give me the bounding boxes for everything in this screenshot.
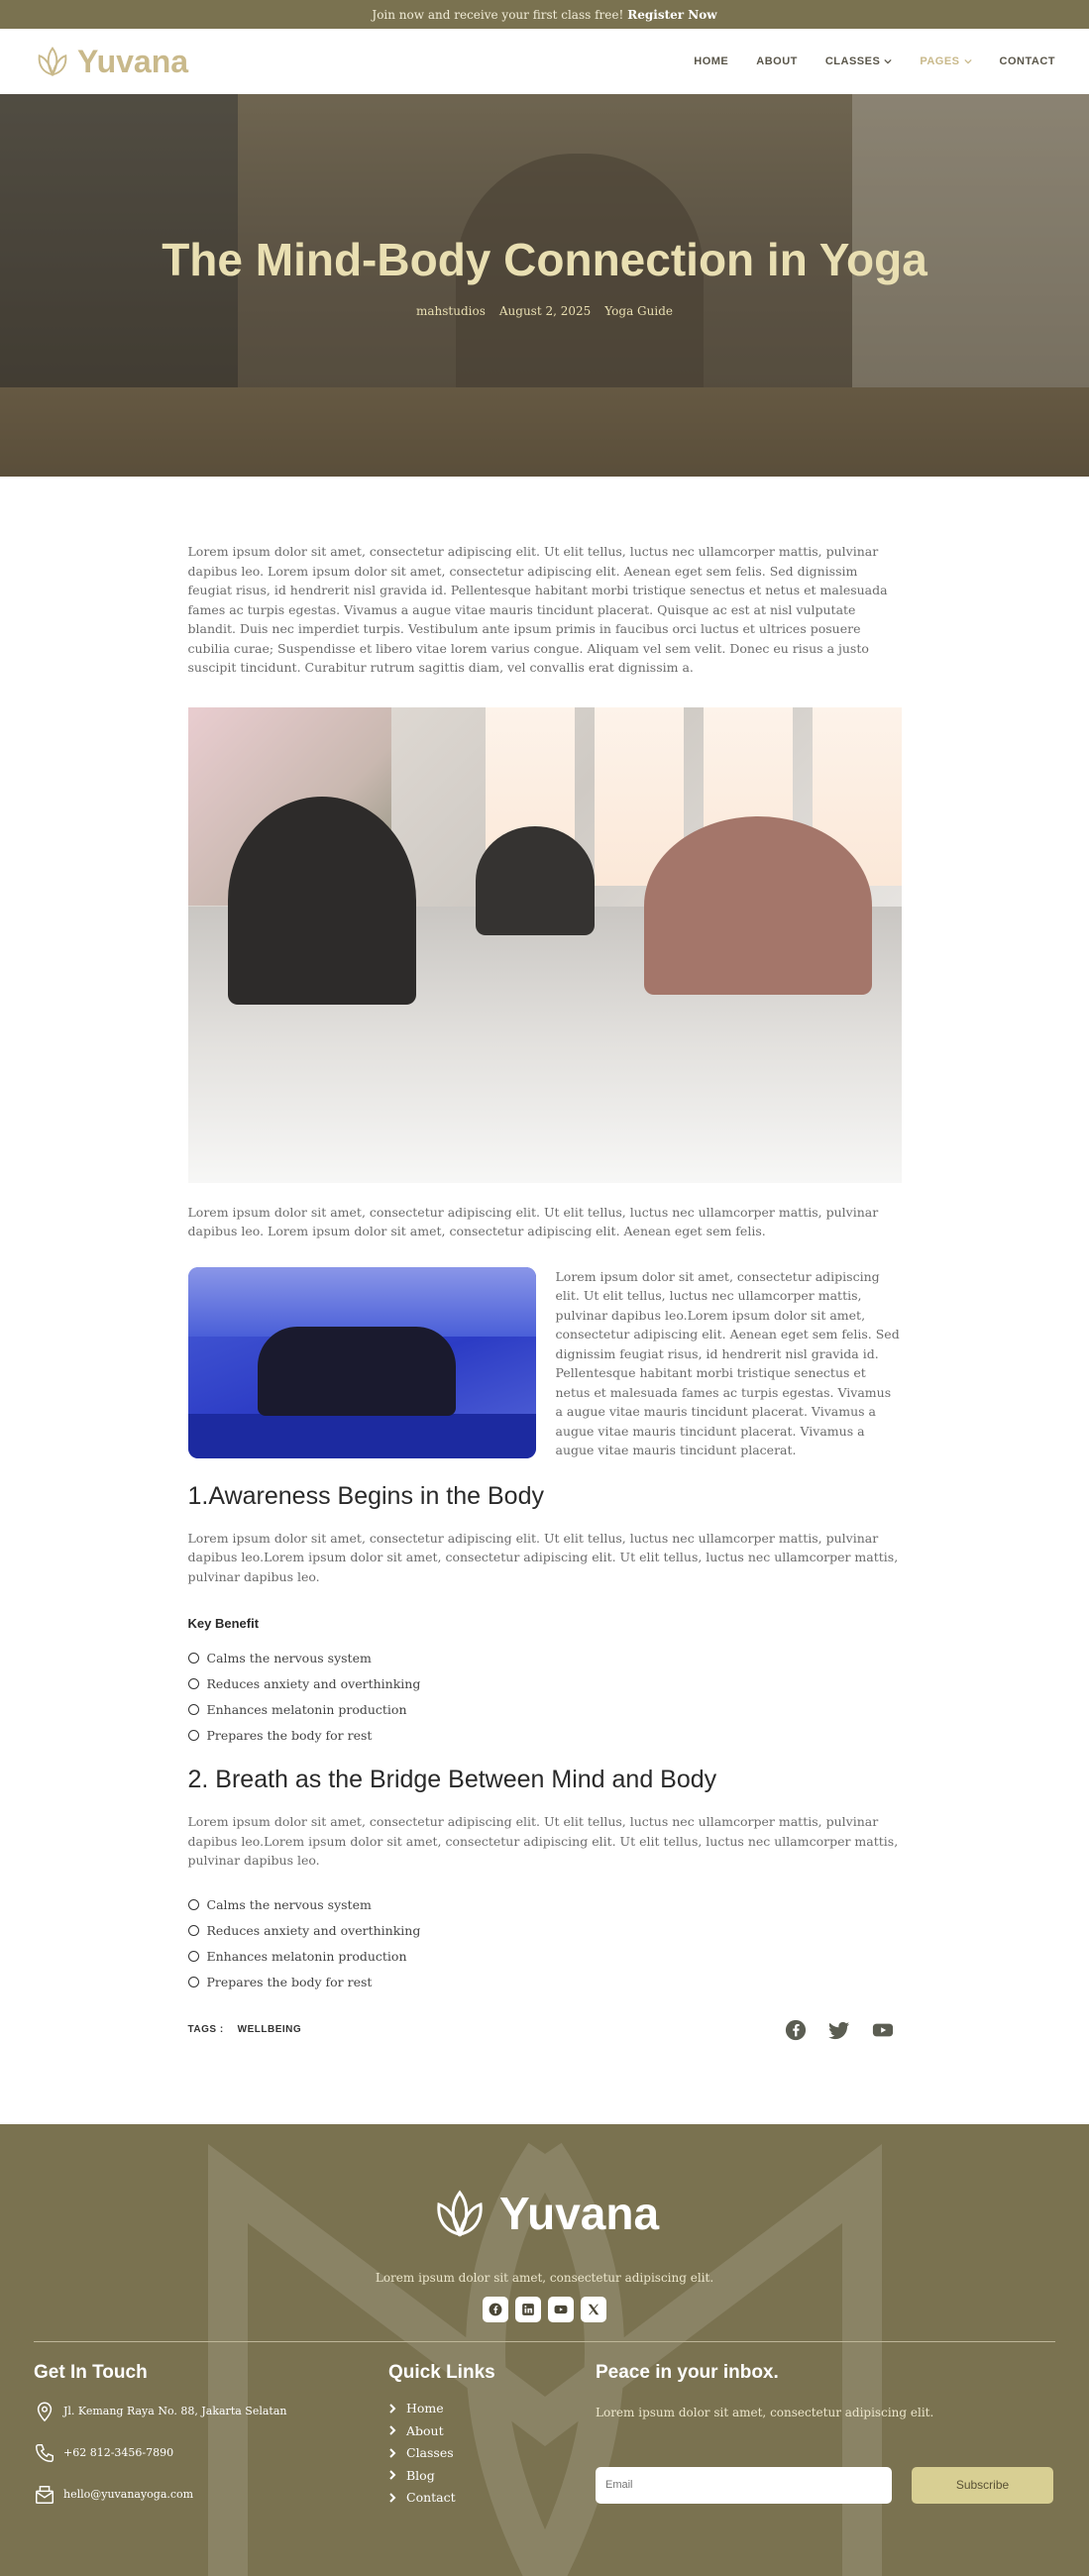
image-person bbox=[644, 816, 872, 995]
circle-bullet-icon bbox=[188, 1899, 199, 1910]
section-2-heading: 2. Breath as the Bridge Between Mind and Body bbox=[187, 1766, 717, 1793]
section-2-list bbox=[188, 1892, 902, 1995]
circle-bullet-icon bbox=[188, 1951, 199, 1962]
tag-wellbeing[interactable]: WELLBEING bbox=[237, 2024, 302, 2035]
footer-tagline: Lorem ipsum dolor sit amet, consectetur adipiscing elit. bbox=[375, 2270, 714, 2285]
quick-links-heading: Quick Links bbox=[388, 2361, 495, 2383]
quick-link-about[interactable] bbox=[388, 2419, 547, 2442]
contact-address-text: Jl. Kemang Raya No. 88, Jakarta Selatan bbox=[63, 2405, 287, 2417]
list-item bbox=[188, 1670, 902, 1696]
facebook-icon bbox=[489, 2303, 502, 2316]
nav-about[interactable]: ABOUT bbox=[756, 55, 798, 67]
yoga-class-image bbox=[188, 707, 902, 1183]
quick-link-blog[interactable] bbox=[388, 2464, 547, 2487]
quick-link-label: Classes bbox=[406, 2445, 454, 2461]
image-person bbox=[476, 826, 595, 935]
footer-contact-column bbox=[34, 2362, 361, 2505]
circle-bullet-icon bbox=[188, 1730, 199, 1741]
list-item-text: Reduces anxiety and overthinking bbox=[206, 1675, 421, 1691]
nav-contact[interactable]: CONTACT bbox=[999, 55, 1055, 67]
announcement-bar bbox=[0, 0, 1089, 29]
post-meta bbox=[0, 304, 1089, 318]
article-body bbox=[188, 477, 902, 2045]
contact-phone-text[interactable]: +62 812-3456-7890 bbox=[63, 2446, 174, 2459]
footer-facebook-button[interactable] bbox=[483, 2297, 508, 2322]
hero-banner bbox=[0, 94, 1089, 477]
list-item bbox=[188, 1918, 902, 1944]
nav-classes-label: CLASSES bbox=[824, 55, 881, 67]
list-item-text: Enhances melatonin production bbox=[206, 1949, 407, 1964]
newsletter-text: Lorem ipsum dolor sit amet, consectetur adipiscing elit. bbox=[596, 2405, 934, 2419]
newsletter-email-input[interactable] bbox=[596, 2467, 892, 2504]
section-1-heading: 1.Awareness Begins in the Body bbox=[187, 1481, 544, 1510]
footer-divider bbox=[34, 2341, 1055, 2342]
quick-link-label: Blog bbox=[406, 2467, 435, 2483]
plank-class-image bbox=[188, 1267, 536, 1458]
site-header bbox=[0, 29, 1089, 94]
subscribe-button[interactable]: Subscribe bbox=[912, 2467, 1053, 2504]
list-item bbox=[188, 1645, 902, 1670]
chevron-down-icon bbox=[884, 57, 892, 65]
contact-heading: Get In Touch bbox=[34, 2361, 148, 2383]
footer-newsletter bbox=[596, 2362, 1055, 2521]
youtube-icon bbox=[554, 2303, 568, 2316]
footer-youtube-button[interactable] bbox=[548, 2297, 574, 2322]
quick-link-home[interactable] bbox=[388, 2398, 547, 2420]
register-now-link[interactable]: Register Now bbox=[627, 7, 717, 22]
main-nav bbox=[694, 55, 1055, 67]
post-category[interactable]: Yoga Guide bbox=[604, 304, 673, 318]
quick-link-classes[interactable] bbox=[388, 2442, 547, 2465]
image-person bbox=[258, 1327, 456, 1416]
lotus-logo-icon bbox=[430, 2184, 490, 2243]
post-title: The Mind-Body Connection in Yoga bbox=[162, 234, 927, 285]
media-text-block bbox=[188, 1267, 902, 1460]
nav-classes[interactable] bbox=[825, 55, 892, 67]
image-caption-paragraph: Lorem ipsum dolor sit amet, consectetur adipiscing elit. Ut elit tellus, luctus nec ullamcorper mattis, pulvinar dapibus leo. Lorem ipsum dolor sit amet, consectetur adipiscing elit. Aenean eget sem felis. bbox=[187, 1204, 879, 1238]
circle-bullet-icon bbox=[188, 1977, 199, 1987]
side-paragraph: Lorem ipsum dolor sit amet, consectetur adipiscing elit. Ut elit tellus, luctus nec ullamcorper mattis, pulvinar dapibus leo.Lorem ipsum dolor sit amet, consectetur adipiscing elit. Aenean eget sem felis. Sed dignissim feugiat risus, id hendrerit nisl gravida id. Pellentesque habitant morbi tristique senectus et netus et malesuada fames ac turpis egestas. Vivamus a augue vitae mauris tincidunt placerat. Vivamus a augue vitae mauris tincidunt placerat. Vivamus a augue vitae mauris tincidunt placerat. bbox=[555, 1268, 900, 1457]
key-benefit-heading: Key Benefit bbox=[187, 1616, 260, 1631]
chevron-right-icon bbox=[388, 2470, 396, 2480]
lotus-logo-icon bbox=[34, 43, 71, 80]
quick-link-contact[interactable] bbox=[388, 2487, 547, 2510]
nav-home[interactable]: HOME bbox=[694, 55, 729, 67]
post-date[interactable]: August 2, 2025 bbox=[498, 304, 592, 318]
contact-address bbox=[34, 2402, 361, 2421]
list-item bbox=[188, 1722, 902, 1748]
image-floor bbox=[188, 1414, 536, 1458]
chevron-right-icon bbox=[388, 2404, 396, 2414]
footer-logo[interactable] bbox=[0, 2184, 1089, 2243]
circle-bullet-icon bbox=[188, 1704, 199, 1715]
list-item bbox=[188, 1970, 902, 1995]
nav-pages-label: PAGES bbox=[920, 55, 960, 67]
footer-social-icons bbox=[0, 2297, 1089, 2322]
quick-links-list bbox=[388, 2398, 547, 2510]
circle-bullet-icon bbox=[188, 1925, 199, 1936]
post-tags-bar bbox=[188, 2015, 902, 2045]
chevron-right-icon bbox=[388, 2425, 396, 2435]
list-item-text: Prepares the body for rest bbox=[206, 1727, 373, 1743]
contact-phone bbox=[34, 2443, 361, 2463]
circle-bullet-icon bbox=[188, 1653, 199, 1664]
nav-pages[interactable] bbox=[920, 55, 971, 67]
contact-email-text[interactable]: hello@yuvanayoga.com bbox=[63, 2488, 194, 2501]
youtube-icon[interactable] bbox=[872, 2019, 894, 2041]
section-2-text: Lorem ipsum dolor sit amet, consectetur adipiscing elit. Ut elit tellus, luctus nec ullamcorper mattis, pulvinar dapibus leo.Lorem ipsum dolor sit amet, consectetur adipiscing elit. Ut elit tellus, luctus nec ullamcorper mattis, pulvinar dapibus leo. bbox=[187, 1814, 899, 1868]
footer-linkedin-button[interactable] bbox=[515, 2297, 541, 2322]
newsletter-heading: Peace in your inbox. bbox=[596, 2361, 779, 2383]
image-person bbox=[228, 797, 416, 1005]
site-logo[interactable] bbox=[34, 43, 188, 80]
quick-link-label: About bbox=[406, 2422, 444, 2438]
quick-link-label: Home bbox=[406, 2401, 444, 2416]
quick-link-label: Contact bbox=[406, 2490, 456, 2506]
section-1-text: Lorem ipsum dolor sit amet, consectetur adipiscing elit. Ut elit tellus, luctus nec ullamcorper mattis, pulvinar dapibus leo.Lorem ipsum dolor sit amet, consectetur adipiscing elit. Ut elit tellus, luctus nec ullamcorper mattis, pulvinar dapibus leo. bbox=[187, 1530, 899, 1584]
list-item-text: Calms the nervous system bbox=[206, 1897, 372, 1912]
footer-x-button[interactable] bbox=[581, 2297, 606, 2322]
list-item-text: Prepares the body for rest bbox=[206, 1975, 373, 1989]
location-pin-icon bbox=[34, 2401, 55, 2422]
footer-logo-text: Yuvana bbox=[498, 2187, 660, 2239]
list-item bbox=[188, 1696, 902, 1722]
footer-quick-links bbox=[388, 2362, 547, 2510]
site-footer bbox=[0, 2124, 1089, 2576]
list-item bbox=[188, 1944, 902, 1970]
facebook-icon[interactable] bbox=[785, 2019, 807, 2041]
chevron-right-icon bbox=[388, 2448, 396, 2458]
intro-paragraph: Lorem ipsum dolor sit amet, consectetur adipiscing elit. Ut elit tellus, luctus nec ullamcorper mattis, pulvinar dapibus leo. Lorem ipsum dolor sit amet, consectetur adipiscing elit. Aenean eget sem felis. Sed dignissim feugiat risus, id hendrerit nisl gravida id. Pellentesque habitant morbi tristique senectus et netus et malesuada fames ac turpis egestas. Vivamus a augue vitae mauris tincidunt placerat. Quisque ac est at nisl vulputate blandit. Duis nec imperdiet turpis. Vestibulum ante ipsum primis in faucibus orci luctus et ultrices posuere cubilia curae; Suspendisse et libero vitae lorem varius congue. Aliquam vel sem velit. Donec eu risus a justo suscipit tincidunt. Curabitur rutrum sagittis diam, vel convallis erat dignissim a. bbox=[187, 544, 888, 675]
list-item-text: Reduces anxiety and overthinking bbox=[206, 1923, 421, 1938]
linkedin-icon bbox=[521, 2303, 535, 2316]
list-item bbox=[188, 1892, 902, 1918]
section-1-list bbox=[188, 1645, 902, 1748]
tags-label: TAGS : bbox=[187, 2024, 224, 2035]
list-item-text: Enhances melatonin production bbox=[206, 1701, 407, 1717]
circle-bullet-icon bbox=[188, 1678, 199, 1689]
phone-icon bbox=[34, 2442, 55, 2464]
x-icon bbox=[587, 2303, 600, 2316]
post-author[interactable]: mahstudios bbox=[416, 304, 486, 318]
twitter-icon[interactable] bbox=[828, 2019, 850, 2041]
list-item-text: Calms the nervous system bbox=[206, 1650, 372, 1665]
tags-group bbox=[188, 2024, 302, 2035]
mail-icon bbox=[34, 2484, 55, 2506]
share-icons bbox=[785, 2019, 902, 2041]
contact-email bbox=[34, 2485, 361, 2505]
announcement-text: Join now and receive your first class free! bbox=[372, 7, 624, 22]
chevron-down-icon bbox=[964, 57, 972, 65]
hero-content bbox=[0, 233, 1089, 318]
logo-text: Yuvana bbox=[77, 43, 189, 79]
chevron-right-icon bbox=[388, 2493, 396, 2503]
